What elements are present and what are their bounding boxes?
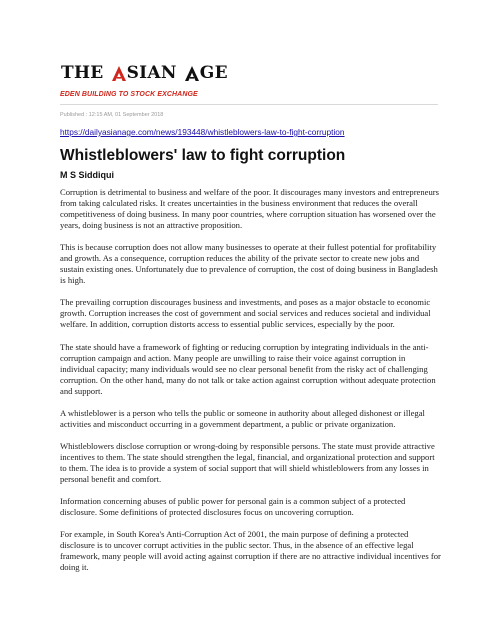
section-category[interactable]: EDEN BUILDING TO STOCK EXCHANGE	[60, 91, 198, 98]
masthead-word-age: GE	[199, 63, 228, 83]
masthead-word-asian: SIAN	[126, 63, 177, 83]
article-paragraph: Corruption is detrimental to business and welfare of the poor. It discourages many investors and entrepreneurs from taking calculated risks. It creates uncertainties in the business environment that reduces the overall competitiveness of doing business. In many poor countries, where corruption situation has worsened over the years, doing business is not an attractive proposition.	[60, 187, 439, 230]
article-paragraph: The state should have a framework of fighting or reducing corruption by integrating individuals in the anti-corruption campaign and action. Many people are unwilling to raise their voice against corruption in individual capacity; many individuals would see no clear personal benefit from the risky act of challenging corruption. On the other hand, many do not talk or take action against corruption without adequate protection and support.	[60, 341, 436, 396]
article-paragraph: Whistleblowers disclose corruption or wrong-doing by responsible persons. The state must provide attractive incentives to them. The state should strengthen the legal, financial, and organizational protection and support to them. The idea is to provide a system of social support that will shield whistleblowers from any losses in personal benefit and comfort.	[60, 440, 435, 484]
header-divider	[60, 104, 438, 105]
article-paragraph: Information concerning abuses of public power for personal gain is a common subject of a protected disclosure. Some definitions of protected disclosures focus on uncovering corruption.	[60, 496, 406, 518]
asian-age-logo-a-icon	[112, 66, 126, 81]
published-timestamp: Published : 12:15 AM, 01 September 2018	[60, 112, 164, 118]
article-paragraph: A whistleblower is a person who tells the public or someone in authority about alleged dishonest or illegal activities and misconduct occurring in a government department, a public or private organization.	[60, 407, 425, 429]
masthead-word-the: THE	[61, 63, 104, 83]
article-paragraph: The prevailing corruption discourages business and investments, and poses as a major obstacle to economic growth. Corruption increases the cost of government and social services and reduces societal and individual welfare. In addition, corruption distorts access to essential public services, especially by the poor.	[60, 297, 431, 330]
article-byline: M S Siddiqui	[60, 170, 114, 180]
article-paragraph: This is because corruption does not allow many businesses to operate at their fullest potential for profitability and growth. As a consequence, corruption reduces the ability of the private sector to create new jobs and sustain existing ones. Unfortunately due to prevalence of corruption, the cost of doing business in Bangladesh is high.	[60, 242, 438, 286]
article-body	[60, 187, 442, 585]
article-headline: Whistleblowers' law to fight corruption	[60, 147, 346, 164]
article-url-link[interactable]: https://dailyasianage.com/news/193448/whistleblowers-law-to-fight-corruption	[60, 127, 345, 137]
newspaper-masthead	[61, 63, 228, 83]
asian-age-logo-a-icon-2	[185, 66, 199, 81]
article-paragraph: For example, in South Korea's Anti-Corruption Act of 2001, the main purpose of defining a protected disclosure is to uncover corrupt activities in the public sector. Thus, in the absence of an effective legal framework, many people will avoid acting against corruption if there are no attractive individual incentives for doing it.	[60, 529, 441, 573]
